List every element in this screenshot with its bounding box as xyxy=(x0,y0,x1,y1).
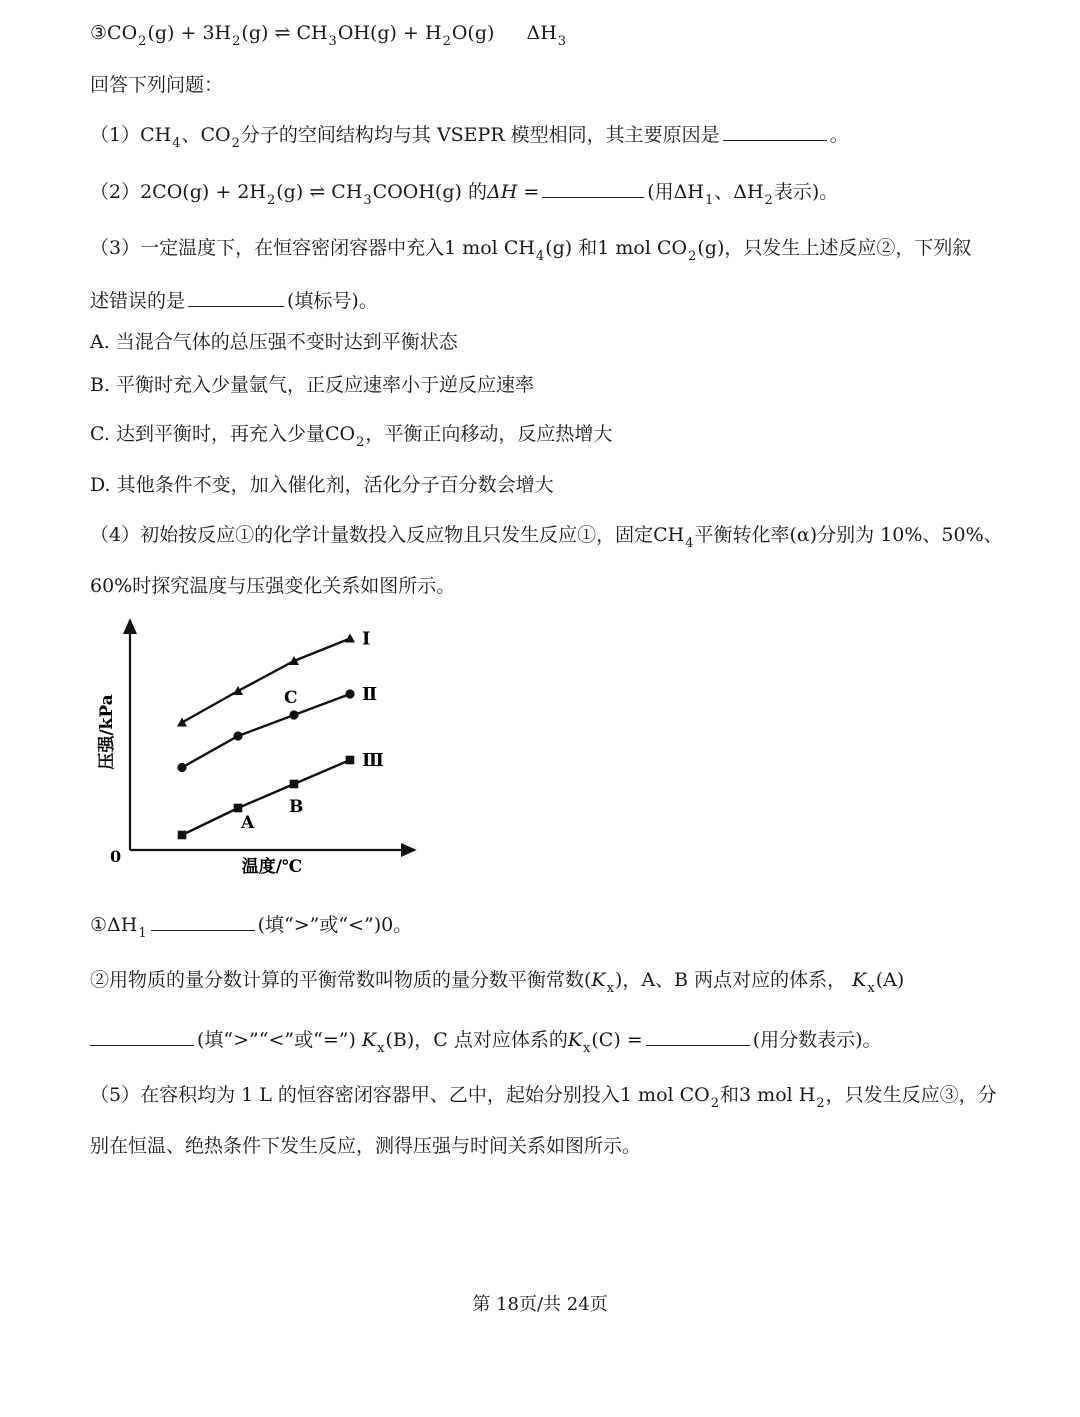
plus-sign: + xyxy=(215,181,232,203)
question-text: ，C 点对应体系的 xyxy=(414,1029,568,1051)
k-symbol: K xyxy=(852,969,867,991)
chem-text: CO xyxy=(679,1084,710,1106)
subscript: x xyxy=(583,1041,591,1056)
answer-blank[interactable] xyxy=(188,286,284,307)
series-label-2: Ⅱ xyxy=(362,684,378,705)
question-number: （3） xyxy=(90,237,141,259)
punctuation: 。 xyxy=(829,124,849,146)
point-label-a: A xyxy=(241,813,255,833)
temperature-pressure-chart xyxy=(80,610,440,900)
question-number: （4） xyxy=(90,524,141,546)
question-1 xyxy=(90,120,849,151)
chem-text: OH(g) xyxy=(337,22,397,44)
subscript: x xyxy=(867,981,875,996)
delta-h: ΔH xyxy=(673,181,704,203)
data-point-1-4 xyxy=(345,634,355,643)
question-number: （2） xyxy=(90,181,141,203)
chem-text: CH xyxy=(296,22,328,44)
series-line-1 xyxy=(182,639,350,723)
question-number: （5） xyxy=(90,1084,141,1106)
subscript: 2 xyxy=(356,435,365,450)
question-3 xyxy=(90,235,971,264)
y-axis-label: 压强/kPa xyxy=(97,694,117,770)
subscript: 4 xyxy=(535,249,545,264)
chem-text: CO xyxy=(200,124,231,146)
question-text: 初始按反应①的化学计量数投入反应物且只发生反应①，固定 xyxy=(140,524,654,546)
data-point-2-3 xyxy=(289,710,298,719)
option-d: D. 其他条件不变，加入催化剂，活化分子百分数会增大 xyxy=(90,474,554,496)
reaction-number: ③ xyxy=(90,22,108,44)
chem-text: 2H xyxy=(237,181,266,203)
series-label-3: Ⅲ xyxy=(362,750,384,771)
origin-label: 0 xyxy=(110,847,122,866)
subscript: 2 xyxy=(442,34,451,49)
point-a-ref: (A) xyxy=(875,969,905,991)
answer-blank[interactable] xyxy=(151,910,255,931)
subscript: 2 xyxy=(816,1096,825,1111)
hint-text: (用分数表示)。 xyxy=(752,1029,882,1051)
reaction-3 xyxy=(90,20,567,49)
subscript: 2 xyxy=(688,249,697,264)
question-5-line-2: 别在恒温、绝热条件下发生反应，测得压强与时间关系如图所示。 xyxy=(90,1135,642,1157)
hint-text: (填标号)。 xyxy=(287,290,378,312)
subscript: 3 xyxy=(363,193,372,208)
point-c-ref: (C) = xyxy=(591,1029,643,1051)
chem-text: 2CO(g) xyxy=(140,181,210,203)
equilibrium-arrow: ⇌ xyxy=(274,22,291,44)
subscript: x xyxy=(606,981,614,996)
point-label-c: C xyxy=(284,688,298,708)
subscript: 1 xyxy=(138,926,147,941)
plus-sign: + xyxy=(180,22,197,44)
question-4-line-2: 60%时探究温度与压强变化关系如图所示。 xyxy=(90,575,456,597)
answer-blank[interactable] xyxy=(542,177,644,198)
data-point-3-3 xyxy=(290,780,299,789)
chem-text: COOH(g) 的 xyxy=(372,181,487,203)
hint-text: 表示)。 xyxy=(773,181,839,203)
chem-text: (g) xyxy=(147,22,175,44)
chem-text: H xyxy=(798,1084,816,1106)
point-label-b: B xyxy=(289,797,304,817)
data-point-3-4 xyxy=(346,756,355,765)
question-text: 述错误的是 xyxy=(90,290,186,312)
question-4-sub-1 xyxy=(90,910,412,941)
data-point-3-2 xyxy=(234,804,243,813)
question-4-sub-2 xyxy=(90,967,904,996)
equilibrium-arrow: ⇌ xyxy=(309,181,326,203)
chem-text: CO xyxy=(107,22,138,44)
chem-text: O(g) xyxy=(451,22,495,44)
question-text: 和3 mol xyxy=(720,1084,793,1106)
question-3-line-2 xyxy=(90,286,378,314)
answer-blank[interactable] xyxy=(723,120,827,141)
series-line-3 xyxy=(182,760,350,835)
chem-text: H xyxy=(424,22,442,44)
chem-text: (g) xyxy=(697,237,725,259)
question-text: 分子的空间结构均与其 VSEPR 模型相同，其主要原因是 xyxy=(240,124,720,146)
intro-text: 回答下列问题： xyxy=(90,74,224,96)
subscript: 2 xyxy=(764,193,773,208)
option-a: A. 当混合气体的总压强不变时达到平衡状态 xyxy=(90,331,458,353)
k-symbol: K xyxy=(567,1029,583,1051)
question-2 xyxy=(90,177,838,208)
hint-text: (用 xyxy=(647,181,674,203)
subscript: 4 xyxy=(685,536,694,551)
question-text: 平衡转化率(α)分别为 10%、50%、 xyxy=(694,524,1003,546)
chem-text: (g) xyxy=(241,22,269,44)
hint-text: (填“>”“<”或“=”) xyxy=(197,1029,356,1051)
series-layer xyxy=(177,629,384,840)
delta-h: ΔH xyxy=(486,181,518,203)
data-point-1-1 xyxy=(177,718,187,727)
option-c xyxy=(90,421,612,450)
subscript: 3 xyxy=(328,34,337,49)
equals-sign: = xyxy=(523,181,540,203)
subscript: x xyxy=(377,1041,385,1056)
x-axis-label: 温度/℃ xyxy=(241,857,303,877)
data-point-3-1 xyxy=(178,831,187,840)
data-point-2-4 xyxy=(345,689,354,698)
subscript: 2 xyxy=(710,1096,720,1111)
question-4-sub-2-line-2 xyxy=(90,1025,882,1056)
series-label-1: I xyxy=(362,628,371,650)
question-text: ，只发生上述反应②，下列叙 xyxy=(724,237,972,259)
hint-text: (填“>”或“<”)0。 xyxy=(257,914,413,936)
point-b-ref: (B) xyxy=(385,1029,415,1051)
question-4 xyxy=(90,522,1003,551)
chem-text: CH xyxy=(140,124,172,146)
question-text: 一定温度下，在恒容密闭容器中充入1 mol xyxy=(140,237,498,259)
delta-h: ΔH xyxy=(107,914,138,936)
option-text: ，平衡正向移动，反应热增大 xyxy=(365,423,613,445)
chem-text: CO xyxy=(324,423,356,445)
question-text: )，A、B 两点对应的体系， xyxy=(614,969,847,991)
option-b: B. 平衡时充入少量氩气，正反应速率小于逆反应速率 xyxy=(90,374,535,396)
answer-blank[interactable] xyxy=(646,1025,750,1046)
question-5 xyxy=(90,1082,997,1111)
question-text: 在容积均为 1 L 的恒容密闭容器甲、乙中，起始分别投入1 mol xyxy=(140,1084,674,1106)
chem-text: (g) xyxy=(276,181,304,203)
delta-h: ΔH xyxy=(733,181,764,203)
subscript: 2 xyxy=(138,34,147,49)
chem-text: CO xyxy=(656,237,688,259)
data-point-1-2 xyxy=(233,686,243,695)
series-line-2 xyxy=(182,694,350,768)
question-text: ②用物质的量分数计算的平衡常数叫物质的量分数平衡常数( xyxy=(90,969,592,991)
k-symbol: K xyxy=(361,1029,377,1051)
punctuation: 、 xyxy=(714,181,734,203)
subscript: 1 xyxy=(704,193,714,208)
chem-text: 3H xyxy=(202,22,232,44)
subscript: 2 xyxy=(232,34,241,49)
subscript: 4 xyxy=(172,136,181,151)
option-text: C. 达到平衡时，再充入少量 xyxy=(90,423,325,445)
question-text: ，只发生反应③，分 xyxy=(825,1084,997,1106)
answer-blank[interactable] xyxy=(90,1025,194,1046)
subscript: 2 xyxy=(231,136,240,151)
data-point-2-2 xyxy=(233,731,242,740)
data-point-2-1 xyxy=(177,763,186,772)
question-number: （1） xyxy=(90,124,141,146)
delta-h: ΔH xyxy=(526,22,557,44)
subscript: 2 xyxy=(266,193,276,208)
subscript: 3 xyxy=(557,34,567,49)
chem-text: 、 xyxy=(181,124,201,146)
sub-number: ① xyxy=(90,914,108,936)
plus-sign: + xyxy=(403,22,419,44)
chem-text: CH xyxy=(653,524,685,546)
k-symbol: K xyxy=(591,969,606,991)
chem-text: (g) xyxy=(545,237,573,259)
chem-text: CH xyxy=(331,181,363,203)
chem-text: CH xyxy=(503,237,535,259)
question-text: 和1 mol xyxy=(578,237,651,259)
page-footer: 第 18页/共 24页 xyxy=(472,1294,608,1315)
